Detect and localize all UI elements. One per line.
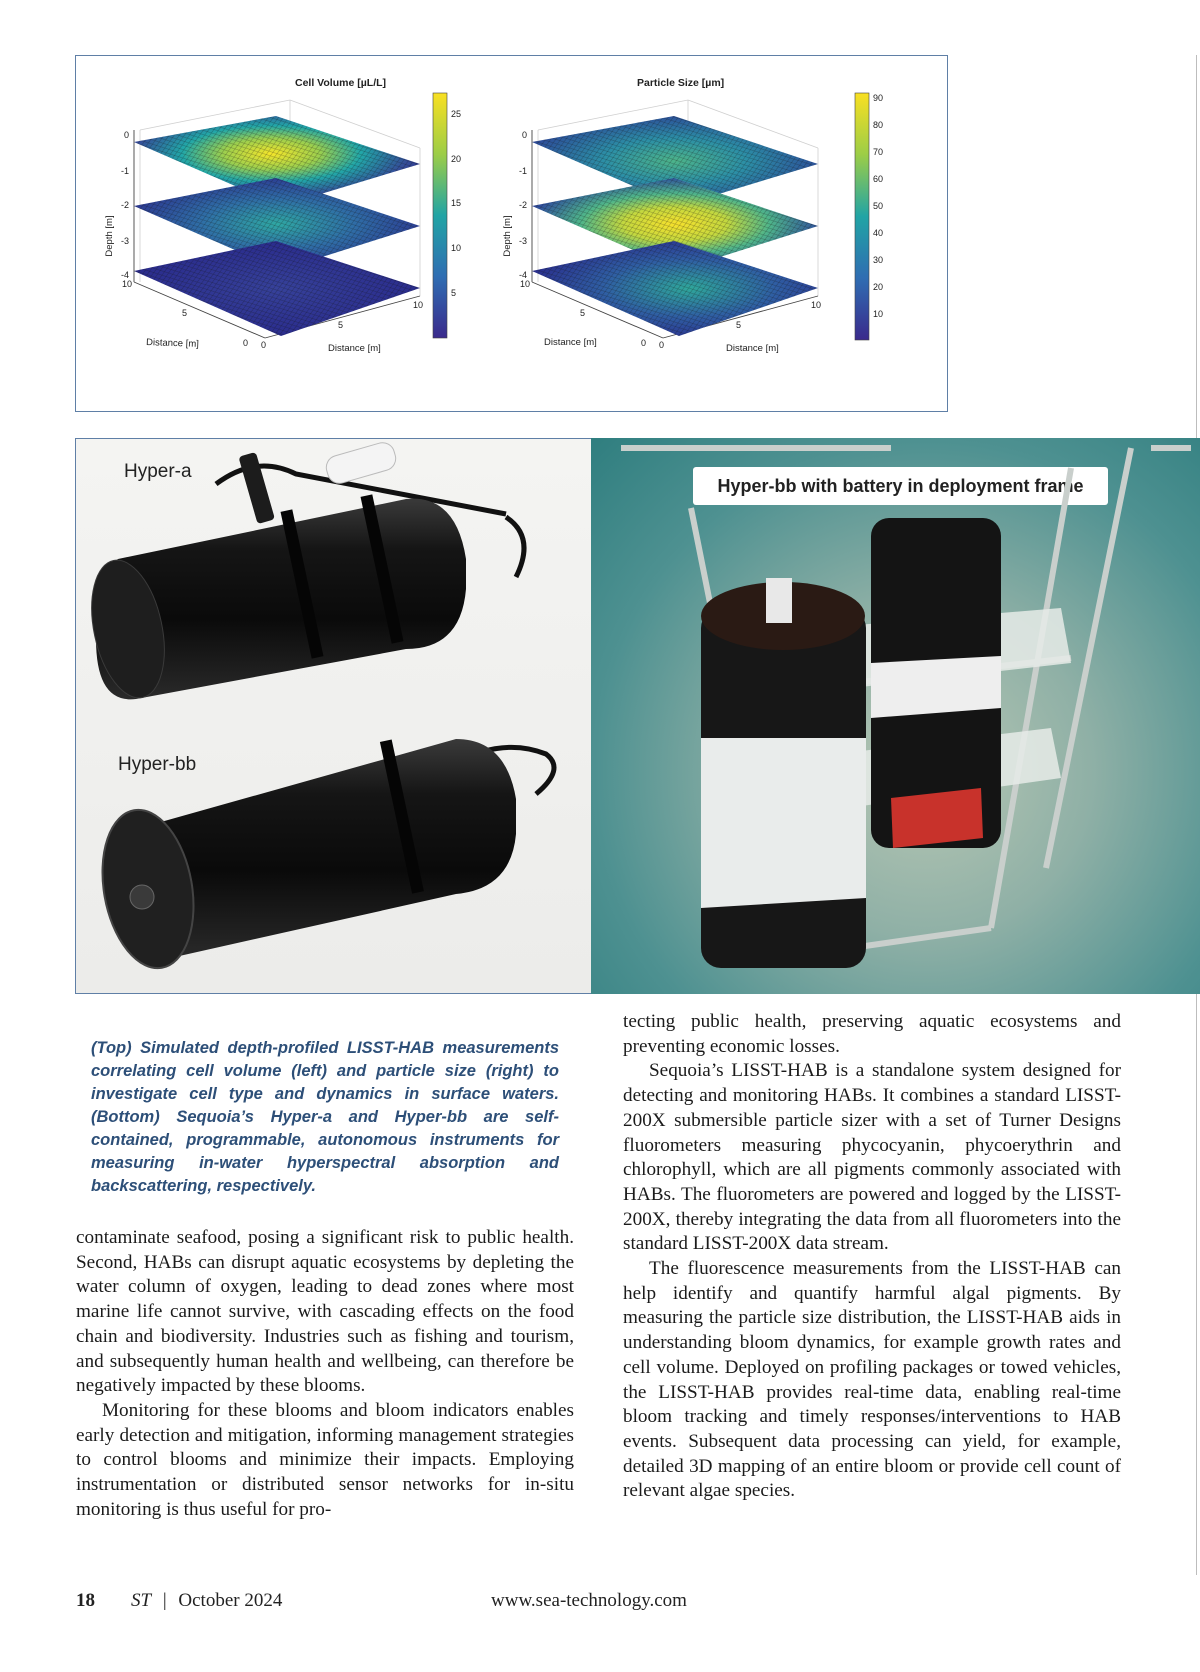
depth-tick: -1 [121, 166, 130, 176]
instrument-illustration [76, 439, 591, 994]
x-tick: 0 [261, 340, 267, 350]
paragraph: The fluorescence measurements from the LISST-HAB can help identify and quantify harmful algal pigments. By measuring the particle size distribution, the LISST-HAB aids in understanding bloom dynamics, for example growth rates and cell volume. Deployed on profiling packages or towed vehicles, the LISST-HAB provides real-time data, enabling real-time bloom tracking and timely responses/interventions to HAB events. Subsequent data processing can yield, for example, detailed 3D mapping of an entire bloom or provide cell count of relevant algae species. [623, 1258, 1121, 1502]
cell-volume-chart [104, 77, 461, 354]
colorbar-tick: 10 [873, 309, 884, 319]
colorbar-tick: 15 [451, 198, 462, 208]
depth-tick: -3 [121, 236, 130, 246]
colorbar-tick: 20 [451, 154, 462, 164]
paragraph: contaminate seafood, posing a significant risk to public health. Second, HABs can disrupt aquatic ecosystems by depleting the water column of oxygen, leading to dead zones where most marine life cannot survive, with cascading effects on the food chain and biodiversity. Industries such as fishing and tourism, and subsequently human health and wellbeing, can therefore be negatively impacted by these blooms. [76, 1227, 574, 1397]
text-column-right [623, 1010, 1121, 1504]
x-tick: 10 [520, 279, 531, 289]
colorbar-tick: 20 [873, 282, 884, 292]
depth-tick: -4 [519, 270, 528, 280]
x-tick: 10 [413, 300, 424, 310]
hyper-bb-canister [701, 578, 866, 968]
colorbar-tick: 25 [451, 109, 462, 119]
x-axis-label-right: Distance [m] [726, 343, 779, 354]
x-tick: 10 [811, 300, 822, 310]
x-axis-label-left: Distance [m] [544, 337, 597, 348]
x-tick: 5 [736, 320, 742, 330]
x-tick: 0 [641, 338, 647, 348]
colorbar-tick: 40 [873, 228, 884, 238]
colorbar-tick: 50 [873, 201, 884, 211]
text-column-left [76, 1226, 574, 1522]
depth-tick: 0 [522, 130, 528, 140]
figure-panel [75, 55, 948, 412]
colorbar-tick: 30 [873, 255, 884, 265]
x-axis-label-right: Distance [m] [328, 343, 381, 354]
depth-tick: -4 [121, 270, 130, 280]
depth-tick: -2 [121, 200, 130, 210]
battery-canister [871, 518, 1001, 848]
x-tick: 0 [243, 338, 249, 348]
colorbar-tick: 10 [451, 243, 462, 253]
hyper-bb-label: Hyper-bb [118, 754, 197, 775]
hyper-a-label: Hyper-a [124, 461, 192, 482]
chart-title: Cell Volume [µL/L] [295, 77, 387, 89]
particle-size-chart [502, 77, 883, 354]
paragraph: Sequoia’s LISST-HAB is a standalone system designed for detecting and monitoring HABs. It combines a standard LISST-200X submersible particle sizer with a set of Turner Designs fluorometers measuring phycocyanin, phycoerythrin and chlorophyll, which are all pigments commonly associated with HABs. The fluorometers are powered and logged by the LISST-200X, thereby integrating the data from all fluorometers into the standard LISST-200X data stream. [623, 1060, 1121, 1255]
deployment-illustration [591, 438, 1200, 994]
colorbar-tick: 90 [873, 93, 884, 103]
website-link[interactable]: www.sea-technology.com [491, 1590, 687, 1611]
y-axis-label: Depth [m] [502, 215, 513, 257]
y-axis-label: Depth [m] [104, 215, 115, 257]
colorbar [855, 93, 869, 340]
depth-tick: 0 [124, 130, 130, 140]
deployment-photo [591, 438, 1200, 994]
magazine-info [131, 1590, 282, 1612]
hyper-a-instrument [80, 440, 524, 705]
figure-caption: (Top) Simulated depth-profiled LISST-HAB measurements correlating cell volume (left) and particle size (right) to investigate cell type and dynamics in surface waters. (Bottom) Sequoia’s Hyper-a and Hyper-bb are self-contained, programmable, autonomous instruments for measuring in-water hyperspectral absorption and backscattering, respectively. [91, 1039, 559, 1195]
x-tick: 10 [122, 279, 133, 289]
depth-tick: -3 [519, 236, 528, 246]
x-tick: 5 [580, 308, 586, 318]
surface-charts [76, 56, 949, 413]
hyper-bb-instrument [91, 739, 554, 975]
deployment-label: Hyper-bb with battery in deployment frame [693, 467, 1108, 505]
x-tick: 5 [182, 308, 188, 318]
colorbar [433, 93, 447, 338]
page-number: 18 [76, 1590, 95, 1611]
x-tick: 0 [659, 340, 665, 350]
separator: | [162, 1590, 167, 1611]
depth-tick: -1 [519, 166, 528, 176]
issue-date: October 2024 [178, 1590, 283, 1611]
colorbar-tick: 80 [873, 120, 884, 130]
depth-tick: -2 [519, 200, 528, 210]
x-tick: 5 [338, 320, 344, 330]
instrument-photo [75, 438, 591, 994]
x-axis-label-left: Distance [m] [145, 337, 200, 350]
chart-title: Particle Size [µm] [637, 77, 725, 89]
paragraph: Monitoring for these blooms and bloom indicators enables early detection and mitigation, informing management strategies to control blooms and minimize their impacts. Employing instrumentation or distributed sensor networks for in-situ monitoring is thus useful for pro- [76, 1399, 574, 1520]
colorbar-tick: 60 [873, 174, 884, 184]
colorbar-tick: 70 [873, 147, 884, 157]
colorbar-tick: 5 [451, 288, 457, 298]
magazine-name: ST [131, 1590, 152, 1611]
paragraph: tecting public health, preserving aquatic ecosystems and preventing economic losses. [623, 1011, 1121, 1057]
